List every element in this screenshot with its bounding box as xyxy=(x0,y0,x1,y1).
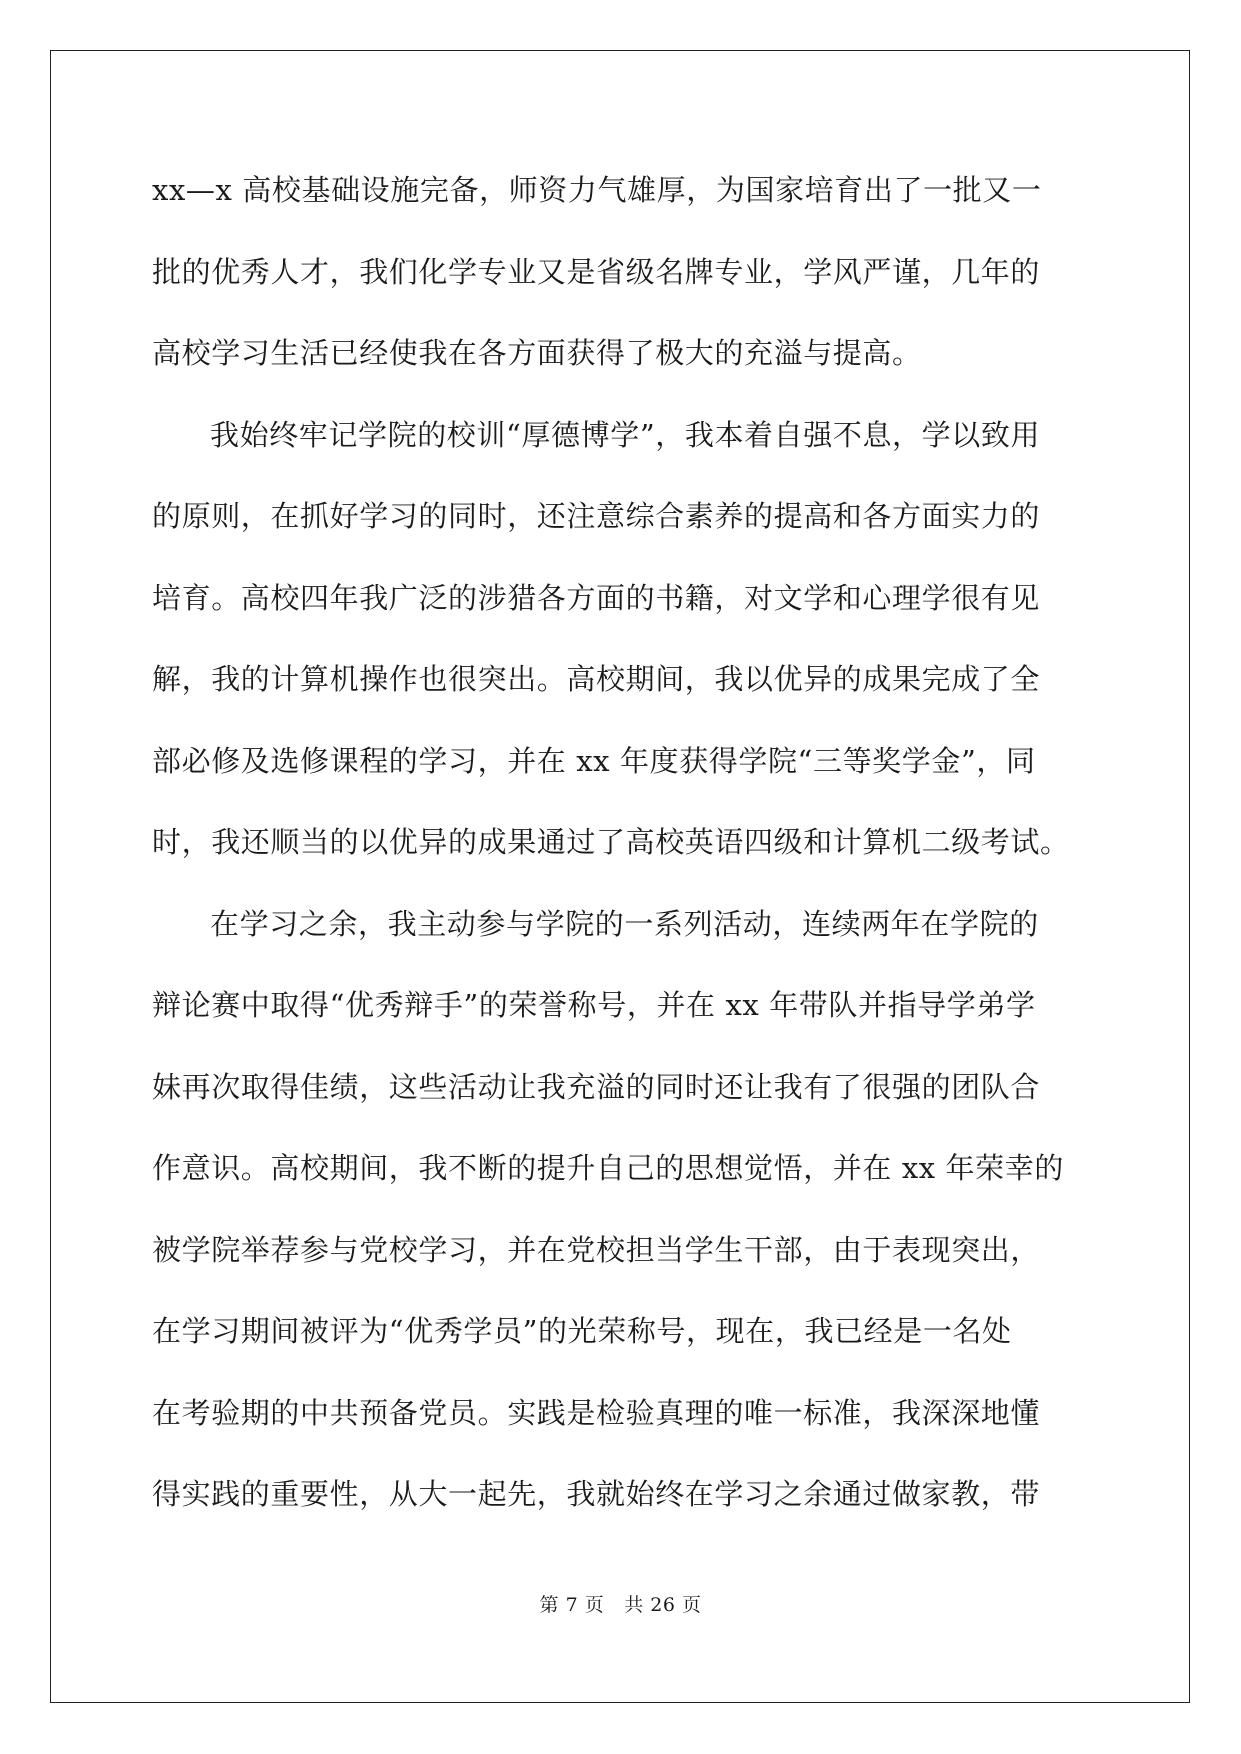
paragraph-line: 辩论赛中取得“优秀辩手”的荣誉称号，并在 xx 年带队并指导学弟学 xyxy=(152,988,1036,1022)
paragraph-line: 妹再次取得佳绩，这些活动让我充溢的同时还让我有了很强的团队合 xyxy=(152,1069,1041,1104)
paragraph-line: 作意识。高校期间，我不断的提升自己的思想觉悟，并在 xx 年荣幸的 xyxy=(152,1151,1064,1185)
paragraph-line: 被学院举荐参与党校学习，并在党校担当学生干部，由于表现突出， xyxy=(152,1232,1041,1267)
paragraph-line: 批的优秀人才，我们化学专业又是省级名牌专业，学风严谨，几年的 xyxy=(152,254,1041,289)
paragraph-line: 部必修及选修课程的学习，并在 xx 年度获得学院“三等奖学金”，同 xyxy=(152,743,1036,778)
paragraph-line: 解，我的计算机操作也很突出。高校期间，我以优异的成果完成了全 xyxy=(152,662,1041,696)
paragraph-line: 高校学习生活已经使我在各方面获得了极大的充溢与提高。 xyxy=(152,336,922,370)
paragraph-line: 时，我还顺当的以优异的成果通过了高校英语四级和计算机二级考试。 xyxy=(152,825,1070,859)
paragraph-line: xx—x 高校基础设施完备，师资力气雄厚，为国家培育出了一批又一 xyxy=(152,173,1042,207)
page-number: 第 7 页 xyxy=(539,1594,605,1616)
paragraph-line: 的原则，在抓好学习的同时，还注意综合素养的提高和各方面实力的 xyxy=(152,499,1041,533)
document-body xyxy=(152,170,1092,1556)
page-footer xyxy=(0,1590,1241,1617)
paragraph-line: 得实践的重要性，从大一起先，我就始终在学习之余通过做家教，带 xyxy=(152,1477,1041,1511)
paragraph-line: 在考验期的中共预备党员。实践是检验真理的唯一标准，我深深地懂 xyxy=(152,1395,1041,1430)
paragraph-line: 我始终牢记学院的校训“厚德博学”，我本着自强不息，学以致用 xyxy=(210,417,1041,452)
paragraph-line: 在学习期间被评为“优秀学员”的光荣称号，现在，我已经是一名处 xyxy=(152,1314,1012,1348)
paragraph-line: 培育。高校四年我广泛的涉猎各方面的书籍，对文学和心理学很有见 xyxy=(152,580,1041,615)
paragraph-line: 在学习之余，我主动参与学院的一系列活动，连续两年在学院的 xyxy=(210,906,1039,941)
page-total: 共 26 页 xyxy=(624,1594,702,1616)
